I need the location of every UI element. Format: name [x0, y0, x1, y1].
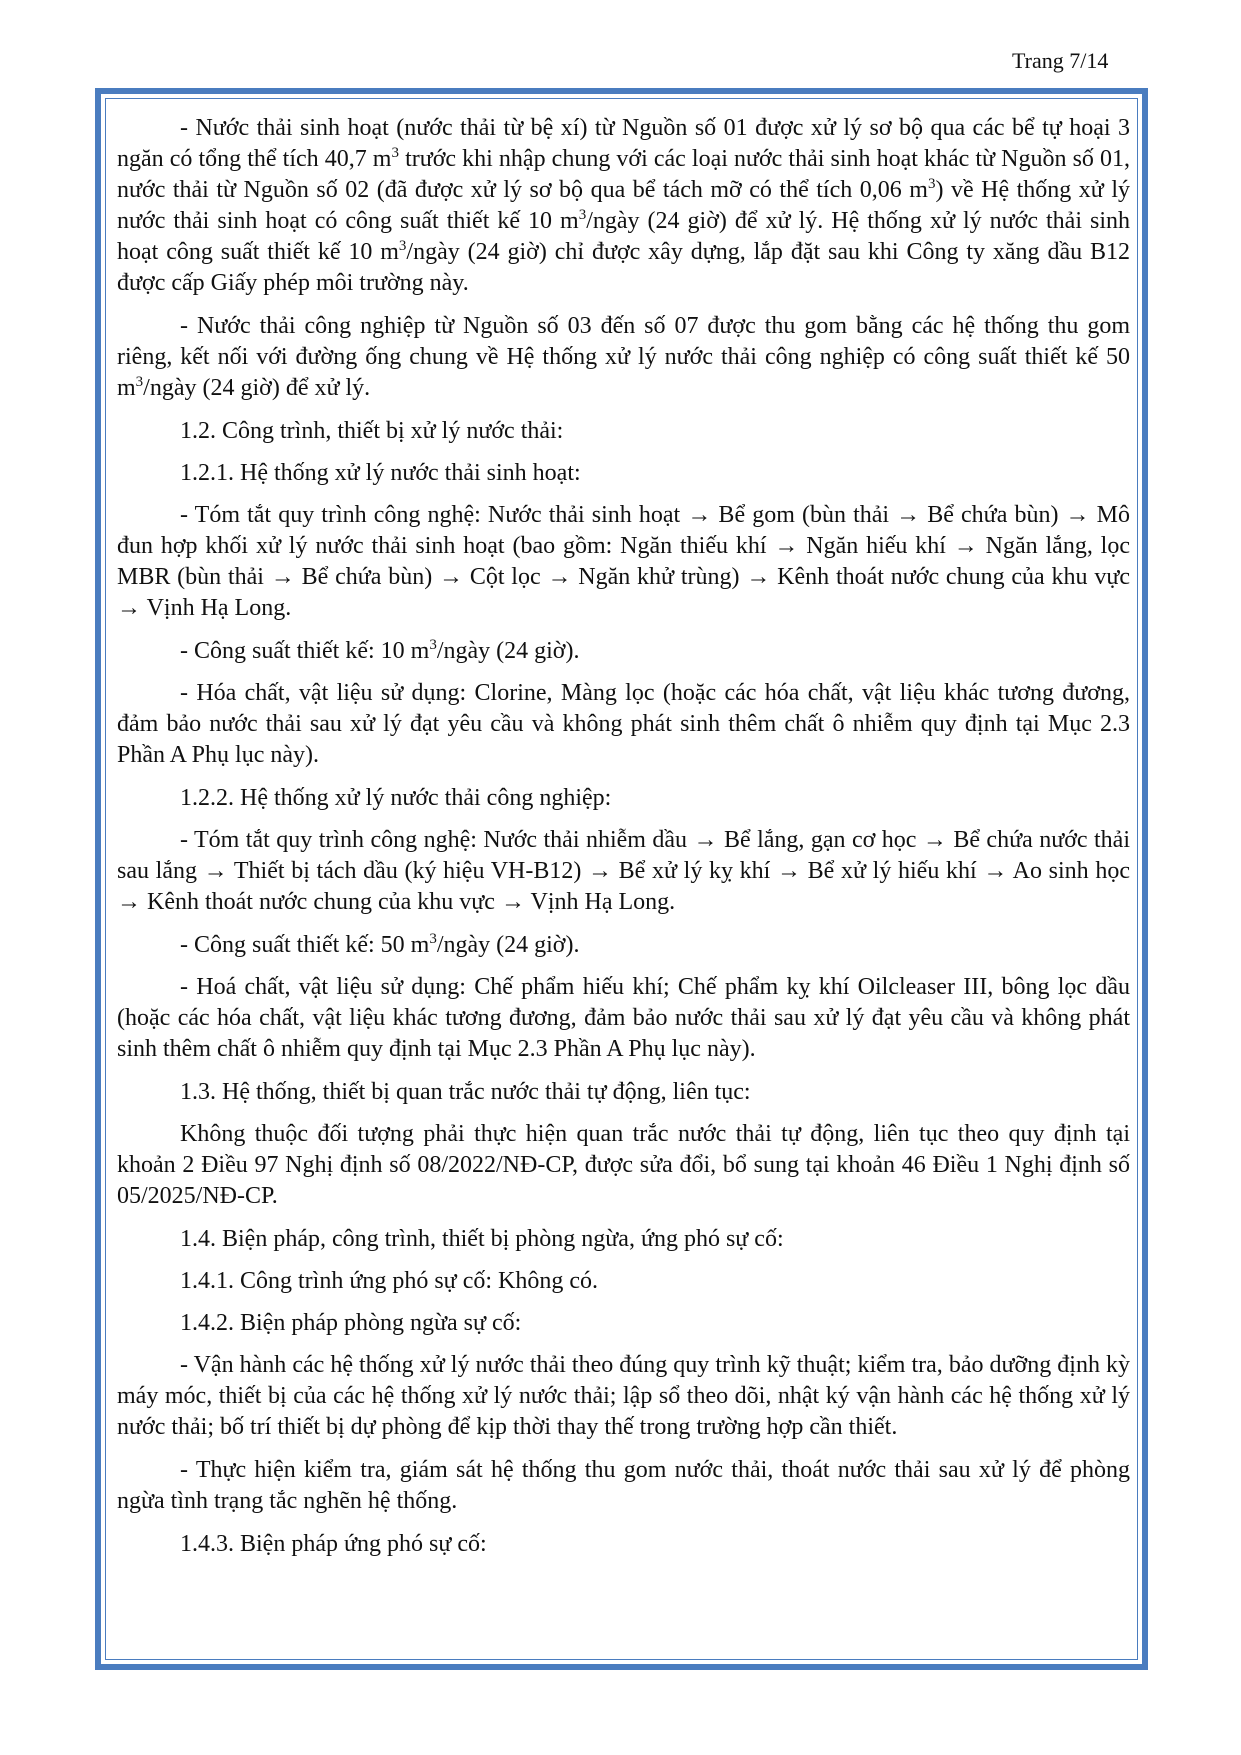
- paragraph-operation-maintenance: - Vận hành các hệ thống xử lý nước thải theo đúng quy trình kỹ thuật; kiểm tra, bảo dưỡng định kỳ máy móc, thiết bị của các hệ thống xử lý nước thải; lập sổ theo dõi, nhật ký vận hành các hệ thống xử lý nước thải; bố trí thiết bị dự phòng để kịp thời thay thế trong trường hợp cần thiết.: [117, 1352, 1130, 1440]
- paragraph-monitoring-exemption: Không thuộc đối tượng phải thực hiện quan trắc nước thải tự động, liên tục theo quy định tại khoản 2 Điều 97 Nghị định số 08/2022/NĐ-CP, được sửa đổi, bổ sung tại khoản 46 Điều 1 Nghị định số 05/2025/NĐ-CP.: [117, 1121, 1130, 1209]
- paragraph-industrial-chemicals: - Hoá chất, vật liệu sử dụng: Chế phẩm hiếu khí; Chế phẩm kỵ khí Oilcleaser III, bông lọc dầu (hoặc các hóa chất, vật liệu khác tương đương, đảm bảo nước thải sau xử lý đạt yêu cầu và không phát sinh thêm chất ô nhiễm quy định tại Mục 2.3 Phần A Phụ lục này).: [117, 974, 1130, 1062]
- paragraph-industrial-process-summary: - Tóm tắt quy trình công nghệ: Nước thải nhiễm dầu → Bể lắng, gạn cơ học → Bể chứa nước thải sau lắng → Thiết bị tách dầu (ký hiệu VH-B12) → Bể xử lý kỵ khí → Bể xử lý hiếu khí → Ao sinh học → Kênh thoát nước chung của khu vực → Vịnh Hạ Long.: [117, 827, 1130, 915]
- heading-incident-measures: 1.4. Biện pháp, công trình, thiết bị phòng ngừa, ứng phó sự cố:: [180, 1226, 784, 1252]
- heading-industrial-treatment-system: 1.2.2. Hệ thống xử lý nước thải công nghiệp:: [180, 785, 612, 811]
- heading-domestic-treatment-system: 1.2.1. Hệ thống xử lý nước thải sinh hoạt:: [180, 460, 581, 486]
- paragraph-inspection-monitoring: - Thực hiện kiểm tra, giám sát hệ thống thu gom nước thải, thoát nước thải sau xử lý để phòng ngừa tình trạng tắc nghẽn hệ thống.: [117, 1457, 1130, 1514]
- paragraph-domestic-process-summary: - Tóm tắt quy trình công nghệ: Nước thải sinh hoạt → Bể gom (bùn thải → Bể chứa bùn) → Mô đun hợp khối xử lý nước thải sinh hoạt (bao gồm: Ngăn thiếu khí → Ngăn hiếu khí → Ngăn lắng, lọc MBR (bùn thải → Bể chứa bùn) → Cột lọc → Ngăn khử trùng) → Kênh thoát nước chung của khu vực → Vịnh Hạ Long.: [117, 502, 1130, 621]
- paragraph-industrial-capacity: - Công suất thiết kế: 50 $m^3$/ngày (24 giờ).: [180, 931, 580, 958]
- paragraph-industrial-wastewater-collection: - Nước thải công nghiệp từ Nguồn số 03 đến số 07 được thu gom bằng các hệ thống thu gom riêng, kết nối với đường ống chung về Hệ thống xử lý nước thải công nghiệp có công suất thiết kế 50 $m^3$/ngày (24 giờ) để xử lý.: [117, 313, 1130, 401]
- document-body: [117, 113, 1130, 1572]
- page-number: Trang 7/14: [1012, 48, 1109, 73]
- paragraph-domestic-chemicals: - Hóa chất, vật liệu sử dụng: Clorine, Màng lọc (hoặc các hóa chất, vật liệu khác tương đương, đảm bảo nước thải sau xử lý đạt yêu cầu và không phát sinh thêm chất ô nhiễm quy định tại Mục 2.3 Phần A Phụ lục này).: [117, 680, 1130, 768]
- heading-incident-response-measures: 1.4.3. Biện pháp ứng phó sự cố:: [180, 1531, 487, 1557]
- heading-monitoring-system: 1.3. Hệ thống, thiết bị quan trắc nước thải tự động, liên tục:: [180, 1079, 751, 1105]
- paragraph-domestic-wastewater-pretreatment: - Nước thải sinh hoạt (nước thải từ bệ xí) từ Nguồn số 01 được xử lý sơ bộ qua các bể tự hoại 3 ngăn có tổng thể tích 40,7 $m^3$ trước khi nhập chung với các loại nước thải sinh hoạt khác từ Nguồn số 01, nước thải từ Nguồn số 02 (đã được xử lý sơ bộ qua bể tách mỡ có thể tích 0,06 $m^3$) về Hệ thống xử lý nước thải sinh hoạt có công suất thiết kế 10 $m^3$/ngày (24 giờ) để xử lý. Hệ thống xử lý nước thải sinh hoạt công suất thiết kế 10 $m^3$/ngày (24 giờ) chỉ được xây dựng, lắp đặt sau khi Công ty xăng dầu B12 được cấp Giấy phép môi trường này.: [117, 115, 1131, 296]
- heading-incident-prevention: 1.4.2. Biện pháp phòng ngừa sự cố:: [180, 1310, 522, 1336]
- heading-incident-response-works: 1.4.1. Công trình ứng phó sự cố: Không có.: [180, 1268, 598, 1294]
- paragraph-domestic-capacity: - Công suất thiết kế: 10 $m^3$/ngày (24 giờ).: [180, 637, 580, 664]
- heading-treatment-works: 1.2. Công trình, thiết bị xử lý nước thải:: [180, 418, 564, 444]
